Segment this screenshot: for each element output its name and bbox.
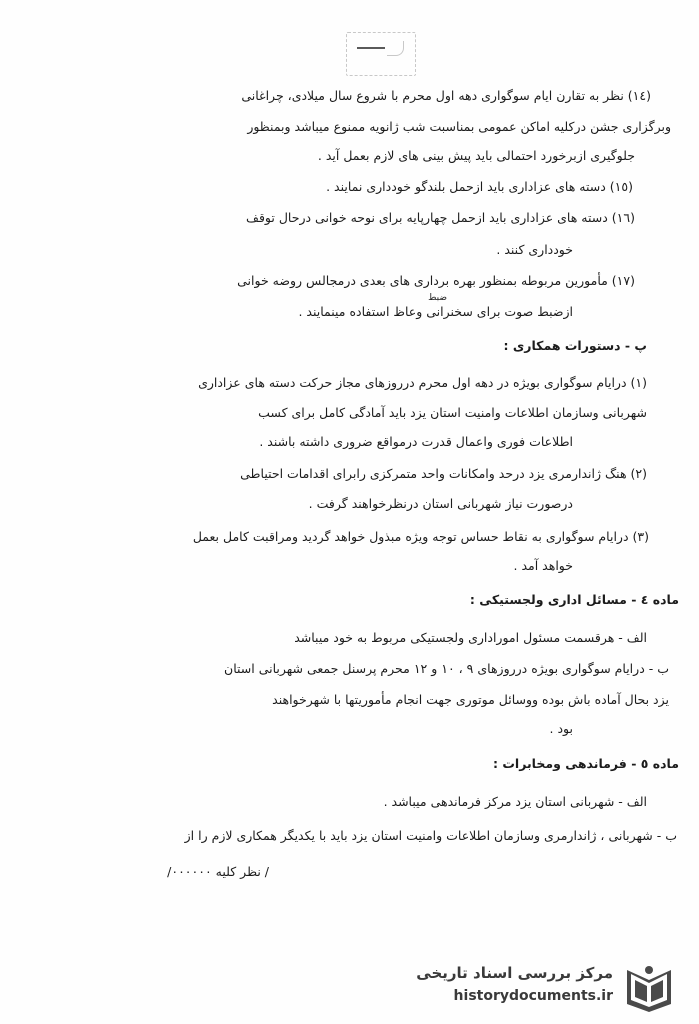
text-overstrike: ضبط bbox=[428, 293, 447, 303]
text-line: شهربانی وسازمان اطلاعات وامنیت استان یزد باید آمادگی کامل برای کسب bbox=[258, 405, 647, 420]
text-line: بود . bbox=[549, 721, 573, 736]
text-line: خودداری کنند . bbox=[496, 242, 573, 257]
text-line: یزد بحال آماده باش بوده ووسائل موتوری جهت انجام مأموریتها با شهرخواهند bbox=[272, 692, 669, 707]
stamp-box bbox=[346, 32, 416, 76]
text-line: (٢) هنگ ژاندارمری یزد درحد وامکانات واحد متمرکزی رابرای اقدامات احتیاطی bbox=[240, 466, 647, 481]
text-line: ب - شهربانی ، ژاندارمری وسازمان اطلاعات وامنیت استان یزد باید با یکدیگر همکاری لازم را از bbox=[184, 828, 677, 843]
text-line: (١٤) نظر به تقارن ایام سوگواری دهه اول محرم با شروع سال میلادی، چراغانی bbox=[241, 88, 651, 103]
watermark-title: مرکز بررسی اسناد تاریخی bbox=[416, 964, 613, 982]
book-logo-icon bbox=[621, 962, 677, 1014]
section-heading: ماده ٥ - فرماندهی ومخابرات : bbox=[493, 756, 679, 771]
section-heading: ماده ٤ - مسائل اداری ولجستیکی : bbox=[469, 592, 679, 607]
text-line: اطلاعات فوری واعمال قدرت درمواقع ضروری داشته باشند . bbox=[259, 434, 573, 449]
text-line: درصورت نیاز شهربانی استان درنظرخواهند گرفت . bbox=[308, 496, 573, 511]
text-line: ب - درایام سوگواری بویژه درروزهای ۹ ، ۱۰ و ۱۲ محرم پرسنل جمعی شهربانی استان bbox=[224, 661, 669, 676]
section-heading: پ - دستورات همکاری : bbox=[503, 338, 647, 353]
text-line: (١٦) دسته های عزاداری باید ازحمل چهارپایه برای نوحه خوانی درحال توقف bbox=[246, 210, 635, 225]
stamp-curve bbox=[387, 41, 404, 56]
text-line: الف - هرقسمت مسئول اموراداری ولجستیکی مربوط به خود میباشد bbox=[294, 630, 647, 645]
stamp-dash bbox=[357, 47, 385, 49]
archive-watermark bbox=[397, 960, 687, 1016]
text-line: ازضبط صوت برای سخنرانی وعاظ استفاده مینمایند . bbox=[298, 304, 573, 319]
text-line: جلوگیری ازبرخورد احتمالی باید پیش بینی های لازم بعمل آید . bbox=[317, 148, 635, 163]
text-line: الف - شهربانی استان یزد مرکز فرماندهی میباشد . bbox=[383, 794, 647, 809]
watermark-url: historydocuments.ir bbox=[453, 988, 613, 1004]
text-line: (١٧) مأمورین مربوطه بمنظور بهره برداری های بعدی درمجالس روضه خوانی bbox=[237, 273, 635, 288]
text-line: وبرگزاری جشن درکلیه اماکن عمومی بمناسبت شب ژانویه ممنوع میباشد وبمنظور bbox=[247, 119, 671, 134]
text-line: (٣) درایام سوگواری به نقاط حساس توجه ویژه مبذول خواهد گردید ومراقبت کامل بعمل bbox=[192, 529, 649, 544]
text-line: (١٥) دسته های عزاداری باید ازحمل بلندگو خودداری نمایند . bbox=[326, 179, 633, 194]
text-line: (١) درایام سوگواری بویژه در دهه اول محرم درروزهای مجاز حرکت دسته های عزاداری bbox=[198, 375, 647, 390]
text-line: خواهد آمد . bbox=[513, 558, 573, 573]
text-line: / نظر کلیه ٠٠٠٠٠٠/ bbox=[167, 864, 269, 879]
